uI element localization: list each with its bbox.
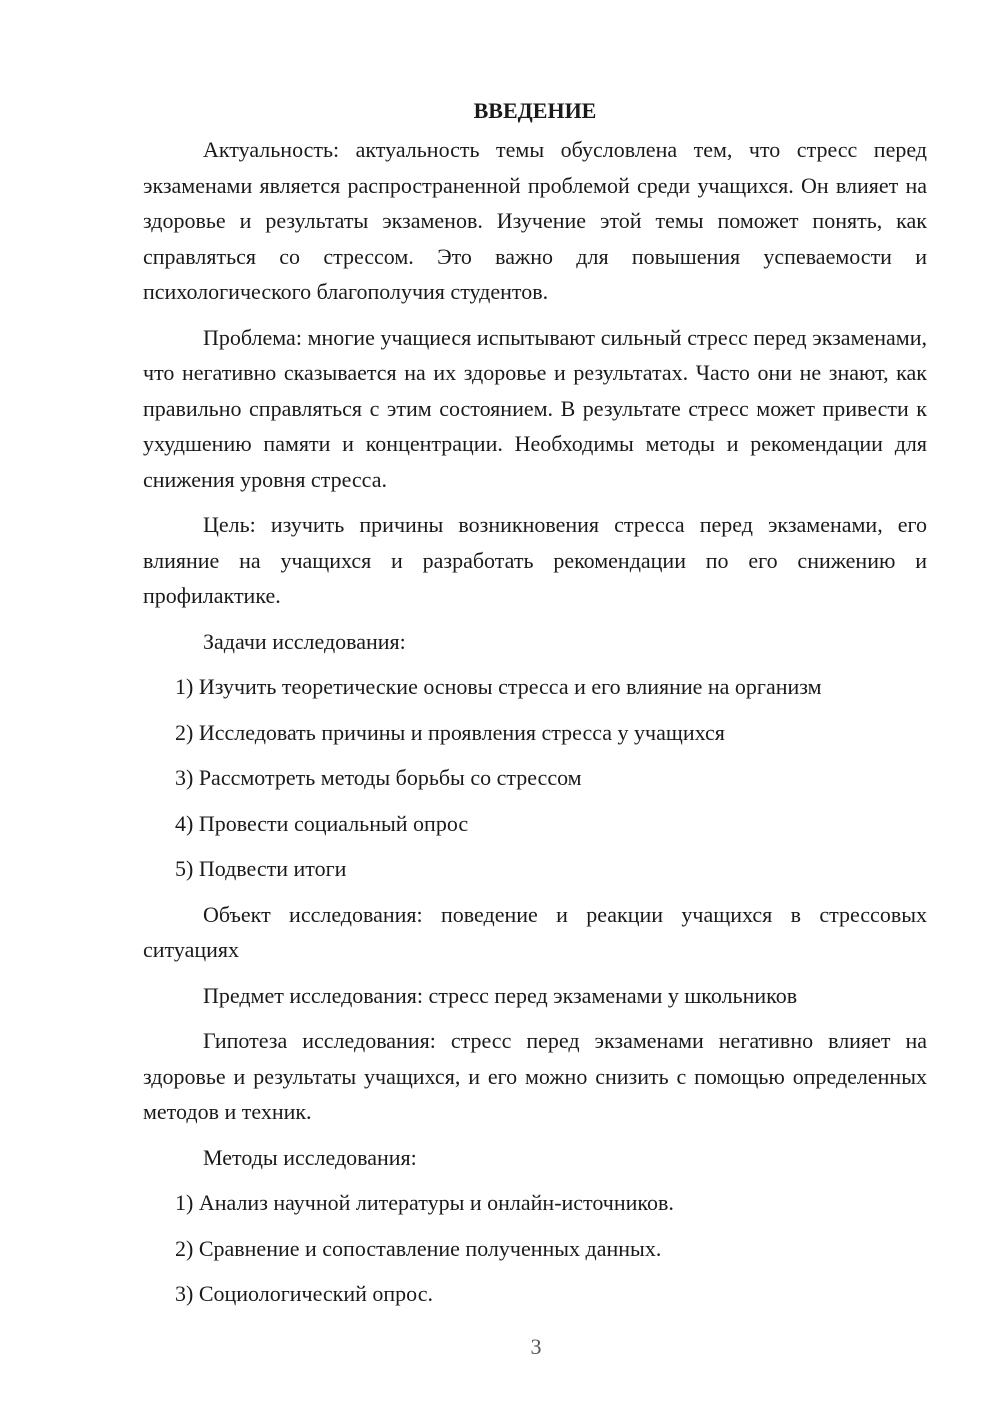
goal-paragraph: Цель: изучить причины возникновения стресса перед экзаменами, его влияние на учащихся и разработать рекомендации по его снижению и профилактике. [143, 512, 927, 608]
list-item: 3) Рассмотреть методы борьбы со стрессом [175, 765, 582, 790]
page-content [143, 96, 927, 1322]
relevance-paragraph: Актуальность: актуальность темы обусловлена тем, что стресс перед экзаменами является распространенной проблемой среди учащихся. Он влияет на здоровье и результаты экзаменов. Изучение этой темы поможет понять, как справляться со стрессом. Это важно для повышения успеваемости и психологического благополучия студентов. [143, 137, 927, 304]
list-item: 3) Социологический опрос. [175, 1281, 433, 1306]
list-item: 2) Исследовать причины и проявления стресса у учащихся [175, 719, 725, 745]
problem-paragraph: Проблема: многие учащиеся испытывают сильный стресс перед экзаменами, что негативно сказывается на их здоровье и результатах. Часто они не знают, как правильно справляться с этим состоянием. В результате стресс может привести к ухудшению памяти и концентрации. Необходимы методы и рекомендации для снижения уровня стресса. [143, 324, 927, 492]
list-item: 1) Изучить теоретические основы стресса и его влияние на организм [175, 674, 822, 699]
section-title: ВВЕДЕНИЕ [473, 98, 597, 123]
methods-list [143, 1185, 927, 1312]
object-paragraph: Объект исследования: поведение и реакции учащихся в стрессовых ситуациях [143, 901, 927, 962]
list-item: 1) Анализ научной литературы и онлайн-источников. [175, 1190, 674, 1215]
page-number: 3 [530, 1334, 542, 1359]
tasks-label: Задачи исследования: [203, 628, 406, 654]
subject-paragraph: Предмет исследования: стресс перед экзаменами у школьников [203, 982, 798, 1008]
methods-label: Методы исследования: [203, 1144, 417, 1170]
hypothesis-paragraph: Гипотеза исследования: стресс перед экзаменами негативно влияет на здоровье и результаты учащихся, и его можно снизить с помощью определенных методов и техник. [143, 1028, 927, 1124]
list-item: 4) Провести социальный опрос [175, 810, 469, 836]
list-item: 2) Сравнение и сопоставление полученных данных. [175, 1235, 662, 1261]
tasks-list [143, 669, 927, 887]
list-item: 5) Подвести итоги [175, 856, 347, 881]
